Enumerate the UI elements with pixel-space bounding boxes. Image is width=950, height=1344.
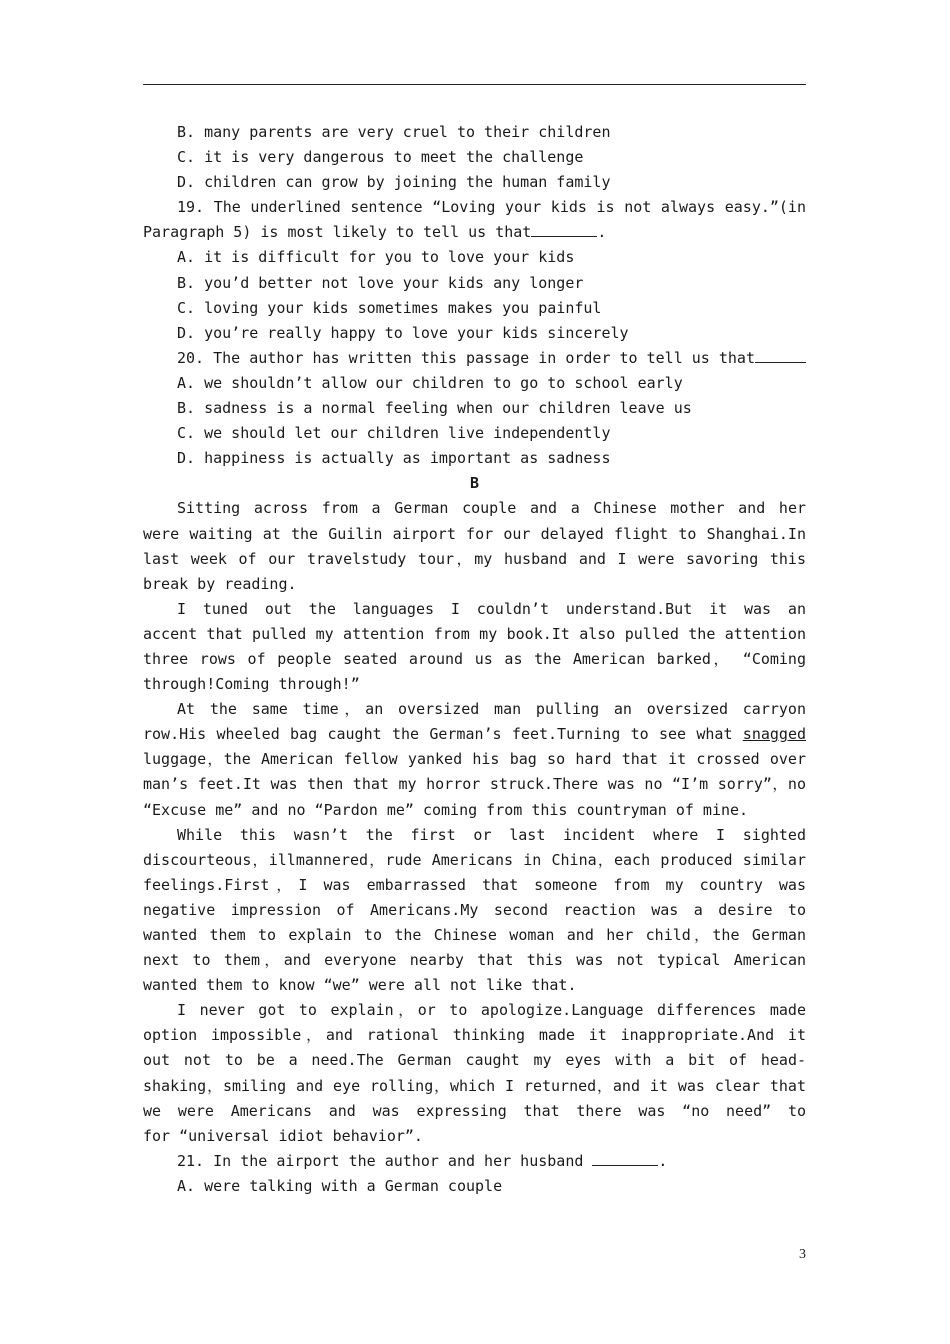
passage-line: While this wasn’t the first or last incident where I sighted [177,825,806,844]
q21-stem-text: 21. In the airport the author and her husband [177,1151,584,1170]
passage-line: wanted them to explain to the Chinese woman and her child，the German [143,926,806,944]
q21-option-a: A. were talking with a German couple [177,1176,503,1195]
answer-blank [755,348,806,363]
q19-option-c: C. loving your kids sometimes makes you painful [177,298,602,317]
q19-stem-line1: 19. The underlined sentence “Loving your kids is not always easy.”(in [177,198,806,217]
passage-line: next to them，and everyone nearby that this was not typical American [143,951,806,970]
passage-line: At the same time，an oversized man pulling an oversized carryon [177,700,806,719]
header-rule [143,84,806,85]
passage-line: feelings.First，I was embarrassed that someone from my country was [143,875,806,894]
underlined-word: snagged [742,725,806,744]
passage-text: row.His wheeled bag caught the German’s feet.Turning to see what [143,725,733,744]
q20-option-c: C. we should let our children live independently [177,424,611,443]
q19-stem-text: Paragraph 5) is most likely to tell us that [143,223,532,242]
page-number: 3 [799,1247,806,1262]
passage-line: last week of our travelstudy tour，my husband and I were savoring this [143,549,806,568]
passage-line: luggage，the American fellow yanked his bag so hard that it crossed over [143,750,806,769]
q19-option-a: A. it is difficult for you to love your kids [177,248,575,267]
answer-blank [531,222,597,237]
q19-option-b: B. you’d better not love your kids any longer [177,273,584,292]
q21-stem: 21. In the airport the author and her husband . [177,1151,668,1170]
passage-line: “Excuse me” and no “Pardon me” coming from this countryman of mine. [143,800,749,819]
passage-line: for “universal idiot behavior”. [143,1126,423,1145]
passage-line: were waiting at the Guilin airport for our delayed flight to Shanghai.In [143,524,806,543]
q18-option-b: B. many parents are very cruel to their children [177,123,611,141]
q19-option-d: D. you’re really happy to love your kids sincerely [177,323,629,342]
passage-line: shaking，smiling and eye rolling，which I returned，and it was clear that [143,1076,806,1095]
passage-line: I never got to explain，or to apologize.Language differences made [177,1001,806,1020]
q20-option-a: A. we shouldn’t allow our children to go to school early [177,373,683,392]
q20-option-d: D. happiness is actually as important as sadness [177,449,611,468]
passage-line: I tuned out the languages I couldn’t understand.But it was an [177,599,806,618]
passage-line: through!Coming through!” [143,675,360,694]
q20-option-b: B. sadness is a normal feeling when our children leave us [177,399,692,418]
passage-line: discourteous，illmannered，rude Americans in China，each produced similar [143,850,806,869]
passage-line: Sitting across from a German couple and a Chinese mother and her [177,499,806,518]
passage-line [143,722,806,747]
answer-blank [592,1151,658,1166]
q18-option-d: D. children can grow by joining the human family [177,173,611,192]
passage-line: option impossible，and rational thinking made it inappropriate.And it [143,1026,806,1045]
passage-line: man’s feet.It was then that my horror struck.There was no “I’m sorry”，no [143,775,806,794]
q18-option-c: C. it is very dangerous to meet the challenge [177,148,584,167]
section-heading: B [469,474,480,493]
passage-line: negative impression of Americans.My second reaction was a desire to [143,900,806,919]
q20-stem-text: 20. The author has written this passage in order to tell us that [177,348,755,367]
passage-line: wanted them to know “we” were all not like that. [143,976,577,995]
passage-line: accent that pulled my attention from my book.It also pulled the attention [143,624,806,643]
passage-line: we were Americans and was expressing that there was “no need” to [143,1101,806,1120]
passage-line: out not to be a need.The German caught my eyes with a bit of head- [143,1051,806,1070]
passage-line: break by reading. [143,574,297,593]
passage-line: three rows of people seated around us as the American barked， “Coming [143,649,806,668]
document-body [143,120,806,1199]
q19-stem-line2: Paragraph 5) is most likely to tell us that . [143,223,607,242]
q20-stem [143,346,806,371]
